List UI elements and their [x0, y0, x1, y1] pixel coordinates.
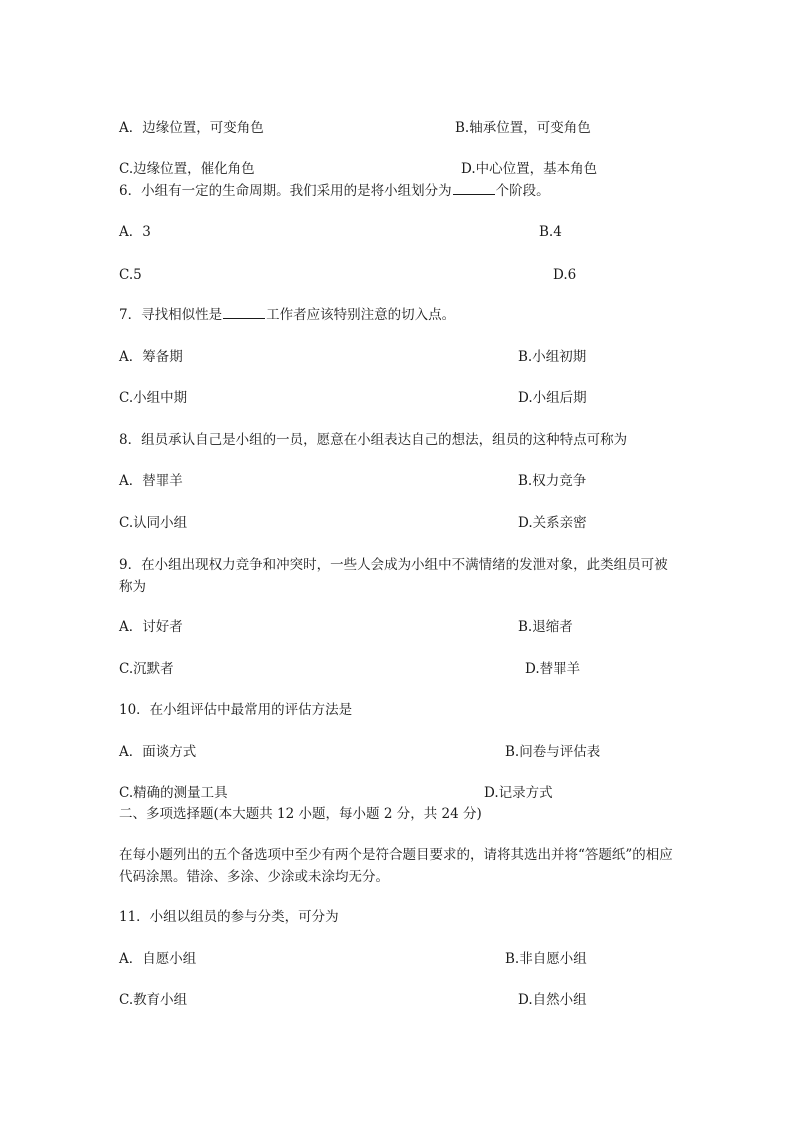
- q6-stem: [119, 182, 550, 200]
- q7-option-a: A．筹备期: [119, 349, 183, 365]
- q6-option-d: D.6: [553, 267, 577, 283]
- q10-option-c: C.精确的测量工具: [119, 785, 228, 801]
- section-heading: 二、多项选择题(本大题共 12 小题，每小题 2 分，共 24 分): [119, 806, 482, 822]
- q11-option-d: D.自然小组: [518, 992, 587, 1008]
- q5-option-b: B.轴承位置，可变角色: [455, 120, 591, 136]
- q11-stem: 11．小组以组员的参与分类，可分为: [119, 909, 339, 925]
- q8-option-b: B.权力竞争: [518, 473, 587, 489]
- q9-option-c: C.沉默者: [119, 661, 174, 677]
- q7-option-b: B.小组初期: [518, 349, 587, 365]
- q8-option-c: C.认同小组: [119, 515, 188, 531]
- q6-option-c: C.5: [119, 267, 142, 283]
- q6-stem-after: 个阶段。: [495, 183, 550, 199]
- q9-option-d: D.替罪羊: [525, 661, 581, 677]
- q7-option-c: C.小组中期: [119, 390, 188, 406]
- q11-option-b: B.非自愿小组: [505, 951, 587, 967]
- q7-stem: [119, 306, 455, 324]
- q10-stem: 10．在小组评估中最常用的评估方法是: [119, 702, 353, 718]
- q8-option-a: A．替罪羊: [119, 473, 183, 489]
- q7-blank: [223, 306, 265, 319]
- q7-option-d: D.小组后期: [518, 390, 587, 406]
- q8-stem: 8．组员承认自己是小组的一员，愿意在小组表达自己的想法，组员的这种特点可称为: [119, 432, 628, 448]
- q6-blank: [453, 182, 495, 195]
- q6-option-b: B.4: [539, 224, 562, 240]
- q5-option-c: C.边缘位置，催化角色: [119, 161, 255, 177]
- q7-stem-after: 工作者应该特别注意的切入点。: [266, 307, 456, 323]
- q10-option-d: D.记录方式: [484, 785, 553, 801]
- q5-option-d: D.中心位置，基本角色: [461, 161, 598, 177]
- q5-option-a: A．边缘位置，可变角色: [119, 120, 264, 136]
- q6-option-a: A．3: [119, 224, 151, 240]
- section-instructions: 在每小题列出的五个备选项中至少有两个是符合题目要求的，请将其选出并将“答题纸”的相应代码涂黑。错涂、多涂、少涂或未涂均无分。: [119, 847, 673, 885]
- q8-option-d: D.关系亲密: [518, 515, 587, 531]
- q10-option-a: A．面谈方式: [119, 744, 197, 760]
- q10-option-b: B.问卷与评估表: [505, 744, 601, 760]
- q9-option-b: B.退缩者: [518, 619, 573, 635]
- q11-option-c: C.教育小组: [119, 992, 188, 1008]
- q6-stem-before: 6．小组有一定的生命周期。我们采用的是将小组划分为: [119, 183, 452, 199]
- q9-option-a: A．讨好者: [119, 619, 183, 635]
- q7-stem-before: 7．寻找相似性是: [119, 307, 223, 323]
- q9-stem: 9．在小组出现权力竞争和冲突时，一些人会成为小组中不满情绪的发泄对象，此类组员可被称为: [119, 557, 668, 595]
- q11-option-a: A．自愿小组: [119, 951, 197, 967]
